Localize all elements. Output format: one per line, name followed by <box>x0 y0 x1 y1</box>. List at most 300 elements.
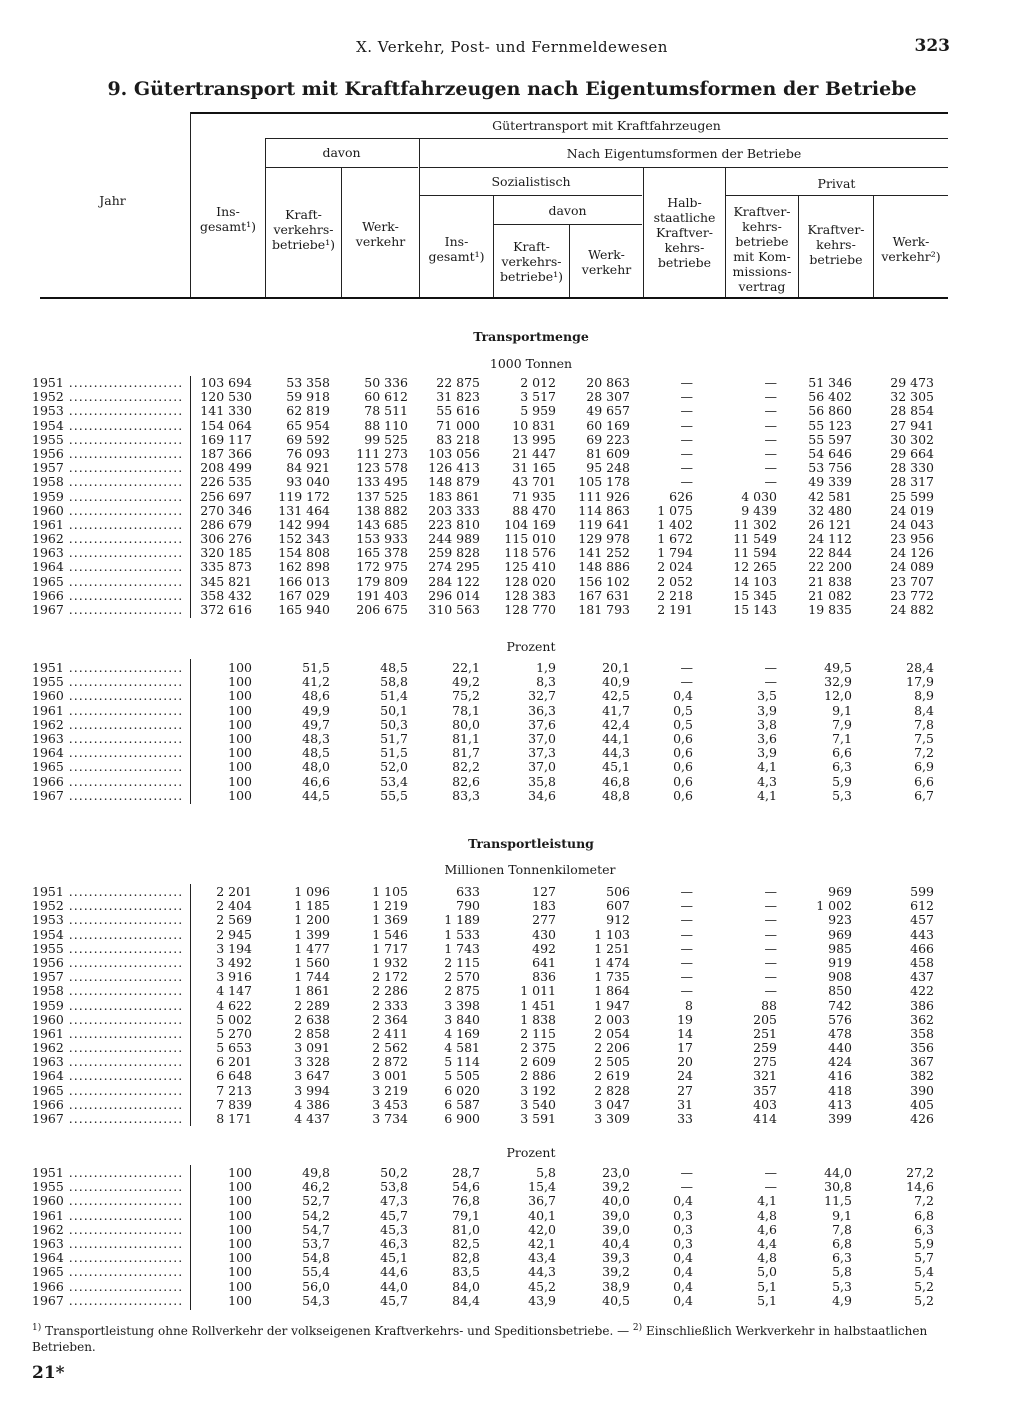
value-cell: 11,5 <box>824 1193 852 1209</box>
table-row <box>32 404 952 418</box>
value-cell: 437 <box>910 969 934 985</box>
value-cell: 82,6 <box>452 773 480 789</box>
value-cell: 81 609 <box>586 445 630 461</box>
value-cell: 9,1 <box>832 702 852 718</box>
table-row <box>32 419 952 433</box>
value-cell: 11 302 <box>733 516 777 532</box>
value-cell: 27 <box>677 1082 693 1098</box>
table-row <box>32 376 952 390</box>
value-cell: 3 540 <box>520 1096 556 1112</box>
value-cell: 2 054 <box>594 1025 630 1041</box>
value-cell: 7 839 <box>216 1096 252 1112</box>
value-cell: 39,3 <box>602 1250 630 1266</box>
value-cell: 908 <box>828 969 852 985</box>
value-cell: 969 <box>828 926 852 942</box>
value-cell: 244 989 <box>428 531 480 547</box>
value-cell: 6 900 <box>444 1111 480 1126</box>
table-row <box>32 689 952 703</box>
year-cell: 1966 ..... <box>32 589 182 603</box>
value-cell: 81,0 <box>452 1221 480 1237</box>
year-cell: 1955 ..... <box>32 433 182 447</box>
value-cell: 2 638 <box>294 1011 330 1027</box>
value-cell: 2 191 <box>657 602 693 617</box>
table-block-leistung <box>32 885 952 1126</box>
value-cell: 372 616 <box>200 602 252 617</box>
header-sozialistisch: Sozialistisch <box>491 174 571 189</box>
value-cell: 119 641 <box>578 516 630 532</box>
header-kraftverkehrsbetriebe: Kraft- verkehrs- betriebe¹) <box>271 207 336 252</box>
value-cell: 105 178 <box>578 474 630 490</box>
year-cell: 1965 ..... <box>32 1084 182 1098</box>
value-cell: 284 122 <box>428 573 480 589</box>
value-cell: 208 499 <box>200 460 252 476</box>
value-cell: 162 898 <box>278 559 330 575</box>
value-cell: 40,5 <box>602 1292 630 1308</box>
value-cell: 8,3 <box>536 674 556 690</box>
value-cell: 4,9 <box>832 1292 852 1308</box>
value-cell: 71 000 <box>436 417 480 433</box>
value-cell: 71 935 <box>512 488 556 504</box>
value-cell: 386 <box>910 997 934 1013</box>
value-cell: 3 194 <box>216 940 252 956</box>
value-cell: — <box>680 375 693 390</box>
page-signature: 21* <box>32 1363 65 1383</box>
value-cell: 58,8 <box>380 674 408 690</box>
value-cell: 20 863 <box>586 375 630 390</box>
value-cell: 43,4 <box>528 1250 556 1266</box>
value-cell: 133 495 <box>356 474 408 490</box>
value-cell: — <box>680 912 693 928</box>
value-cell: 6,8 <box>914 1207 934 1223</box>
label-prozent-leistung: Prozent <box>506 1145 556 1160</box>
value-cell: 84,4 <box>452 1292 480 1308</box>
value-cell: 8 171 <box>216 1111 252 1126</box>
value-cell: 358 <box>910 1025 934 1041</box>
year-cell: 1967 ..... <box>32 789 182 803</box>
footnote-mark-1: 1) <box>32 1323 42 1333</box>
table-row <box>32 475 952 489</box>
value-cell: 4 147 <box>216 983 252 999</box>
value-cell: 56 860 <box>808 403 852 419</box>
value-cell: 100 <box>228 688 252 704</box>
value-cell: 1 002 <box>816 898 852 914</box>
value-cell: 48,5 <box>302 745 330 761</box>
value-cell: 3 398 <box>444 997 480 1013</box>
table-block-menge <box>32 376 952 617</box>
value-cell: 2 115 <box>520 1025 556 1041</box>
value-cell: 24 019 <box>890 502 934 518</box>
table-row <box>32 1223 952 1237</box>
value-cell: 7,2 <box>914 1193 934 1209</box>
value-cell: 39,2 <box>602 1179 630 1195</box>
value-cell: — <box>680 1165 693 1180</box>
value-cell: 2 945 <box>216 926 252 942</box>
value-cell: 6,9 <box>914 759 934 775</box>
value-cell: 100 <box>228 1193 252 1209</box>
value-cell: 2 875 <box>444 983 480 999</box>
year-cell: 1954 ..... <box>32 928 182 942</box>
value-cell: 22,1 <box>452 660 480 675</box>
value-cell: 100 <box>228 1165 252 1180</box>
value-cell: 52,7 <box>302 1193 330 1209</box>
value-cell: 0,4 <box>673 1264 693 1280</box>
value-cell: 28 317 <box>890 474 934 490</box>
value-cell: 223 810 <box>428 516 480 532</box>
year-cell: 1951 ..... <box>32 1166 182 1180</box>
footnote-text-1: Transportleistung ohne Rollverkehr der volkseigenen Kraftverkehrs- und Speditionsbetriebe. — <box>41 1324 633 1338</box>
value-cell: 100 <box>228 1235 252 1251</box>
value-cell: 34,6 <box>528 787 556 803</box>
value-cell: — <box>680 674 693 690</box>
value-cell: 154 808 <box>278 545 330 561</box>
value-cell: 403 <box>753 1096 777 1112</box>
value-cell: 2 404 <box>216 898 252 914</box>
value-cell: 1 105 <box>372 884 408 899</box>
table-row <box>32 970 952 984</box>
value-cell: 93 040 <box>286 474 330 490</box>
value-cell: 2 218 <box>657 587 693 603</box>
header-rule-main <box>265 138 948 139</box>
table-row <box>32 1098 952 1112</box>
value-cell: 2 872 <box>372 1054 408 1070</box>
running-head: X. Verkehr, Post- und Fernmeldewesen <box>356 38 668 56</box>
value-cell: 32,9 <box>824 674 852 690</box>
table-row <box>32 532 952 546</box>
value-cell: 28 854 <box>890 403 934 419</box>
value-cell: 321 <box>753 1068 777 1084</box>
value-cell: 44,6 <box>380 1264 408 1280</box>
value-cell: 125 410 <box>504 559 556 575</box>
value-cell: 99 525 <box>364 431 408 447</box>
value-cell: 356 <box>910 1040 934 1056</box>
value-cell: 49 657 <box>586 403 630 419</box>
table-row <box>32 675 952 689</box>
value-cell: — <box>764 898 777 914</box>
value-cell: 25 599 <box>890 488 934 504</box>
value-cell: 1 402 <box>657 516 693 532</box>
value-cell: 88 470 <box>512 502 556 518</box>
value-cell: 100 <box>228 660 252 675</box>
value-cell: 82,8 <box>452 1250 480 1266</box>
value-cell: 40,4 <box>602 1235 630 1251</box>
value-cell: 416 <box>828 1068 852 1084</box>
value-cell: 5,1 <box>757 1278 777 1294</box>
year-cell: 1959 ..... <box>32 999 182 1013</box>
value-cell: 52,0 <box>380 759 408 775</box>
value-cell: 251 <box>753 1025 777 1041</box>
value-cell: 44,3 <box>528 1264 556 1280</box>
value-cell: 5,3 <box>832 787 852 803</box>
value-cell: 62 819 <box>286 403 330 419</box>
value-cell: 49,7 <box>302 716 330 732</box>
value-cell: — <box>680 1179 693 1195</box>
value-cell: 1 251 <box>594 940 630 956</box>
value-cell: 440 <box>828 1040 852 1056</box>
value-cell: — <box>680 417 693 433</box>
year-cell: 1960 ..... <box>32 1194 182 1208</box>
value-cell: 100 <box>228 1207 252 1223</box>
value-cell: 30,8 <box>824 1179 852 1195</box>
year-cell: 1958 ..... <box>32 475 182 489</box>
value-cell: 1 451 <box>520 997 556 1013</box>
header-rule-eigentum <box>420 167 948 168</box>
value-cell: 59 918 <box>286 389 330 405</box>
value-cell: — <box>764 431 777 447</box>
value-cell: 60 169 <box>586 417 630 433</box>
value-cell: 46,8 <box>602 773 630 789</box>
value-cell: 633 <box>456 884 480 899</box>
value-cell: 422 <box>910 983 934 999</box>
year-cell: 1962 ..... <box>32 718 182 732</box>
year-cell: 1964 ..... <box>32 1069 182 1083</box>
value-cell: 478 <box>828 1025 852 1041</box>
value-cell: 6 648 <box>216 1068 252 1084</box>
value-cell: — <box>764 1165 777 1180</box>
value-cell: 742 <box>828 997 852 1013</box>
value-cell: 4,8 <box>757 1207 777 1223</box>
value-cell: 5,2 <box>914 1278 934 1294</box>
value-cell: 49,5 <box>824 660 852 675</box>
value-cell: 27,2 <box>906 1165 934 1180</box>
value-cell: 191 403 <box>356 587 408 603</box>
value-cell: — <box>764 445 777 461</box>
value-cell: 50,2 <box>380 1165 408 1180</box>
value-cell: 44,3 <box>602 745 630 761</box>
value-cell: 259 828 <box>428 545 480 561</box>
value-cell: 6,7 <box>914 787 934 803</box>
value-cell: 8 <box>685 997 693 1013</box>
value-cell: 127 <box>532 884 556 899</box>
value-cell: 5,8 <box>536 1165 556 1180</box>
year-cell: 1960 ..... <box>32 504 182 518</box>
value-cell: 104 169 <box>504 516 556 532</box>
value-cell: 3,8 <box>757 716 777 732</box>
value-cell: 7,5 <box>914 730 934 746</box>
table-row <box>32 589 952 603</box>
value-cell: 12,0 <box>824 688 852 704</box>
value-cell: 306 276 <box>200 531 252 547</box>
header-soz-kraftverkehrsbetriebe: Kraft- verkehrs- betriebe¹) <box>499 239 564 284</box>
value-cell: 50,1 <box>380 702 408 718</box>
year-cell: 1960 ..... <box>32 1013 182 1027</box>
table-row <box>32 775 952 789</box>
value-cell: 23 707 <box>890 573 934 589</box>
value-cell: 2 505 <box>594 1054 630 1070</box>
value-cell: 100 <box>228 1264 252 1280</box>
value-cell: 152 343 <box>278 531 330 547</box>
value-cell: 923 <box>828 912 852 928</box>
value-cell: 54,6 <box>452 1179 480 1195</box>
year-cell: 1952 ..... <box>32 390 182 404</box>
table-row <box>32 1194 952 1208</box>
value-cell: 0,5 <box>673 716 693 732</box>
value-cell: 26 121 <box>808 516 852 532</box>
value-cell: — <box>764 969 777 985</box>
value-cell: 24 043 <box>890 516 934 532</box>
value-cell: 43 701 <box>512 474 556 490</box>
value-cell: 15,4 <box>528 1179 556 1195</box>
value-cell: 44,0 <box>380 1278 408 1294</box>
value-cell: 5,1 <box>757 1292 777 1308</box>
value-cell: 20 <box>677 1054 693 1070</box>
value-cell: 1 735 <box>594 969 630 985</box>
table-row <box>32 1041 952 1055</box>
table-row <box>32 984 952 998</box>
value-cell: 1 369 <box>372 912 408 928</box>
value-cell: 24 882 <box>890 602 934 617</box>
year-cell: 1961 ..... <box>32 1209 182 1223</box>
value-cell: 11 594 <box>733 545 777 561</box>
year-cell: 1965 ..... <box>32 1265 182 1279</box>
header-rule-privat <box>725 195 948 196</box>
value-cell: 7 213 <box>216 1082 252 1098</box>
value-cell: 128 770 <box>504 602 556 617</box>
value-cell: 4 386 <box>294 1096 330 1112</box>
header-halbstaatliche: Halb- staatliche Kraftver- kehrs- betriebe <box>653 195 716 270</box>
value-cell: 1 399 <box>294 926 330 942</box>
value-cell: 17,9 <box>906 674 934 690</box>
value-cell: — <box>680 474 693 490</box>
table-row <box>32 1209 952 1223</box>
value-cell: 183 <box>532 898 556 914</box>
value-cell: 6,3 <box>832 759 852 775</box>
year-cell: 1962 ..... <box>32 1223 182 1237</box>
value-cell: 3 591 <box>520 1111 556 1126</box>
value-cell: 3 192 <box>520 1082 556 1098</box>
value-cell: 3,9 <box>757 745 777 761</box>
value-cell: 1 474 <box>594 954 630 970</box>
value-cell: 4,3 <box>757 773 777 789</box>
value-cell: 3,9 <box>757 702 777 718</box>
value-cell: 172 975 <box>356 559 408 575</box>
value-cell: 50 336 <box>364 375 408 390</box>
value-cell: 55 123 <box>808 417 852 433</box>
value-cell: 1,9 <box>536 660 556 675</box>
value-cell: — <box>764 474 777 490</box>
table-row <box>32 1084 952 1098</box>
value-cell: 153 933 <box>356 531 408 547</box>
header-top-rule <box>190 112 948 114</box>
year-cell: 1951 ..... <box>32 376 182 390</box>
value-cell: 48,6 <box>302 688 330 704</box>
value-cell: 9,1 <box>832 1207 852 1223</box>
value-cell: 607 <box>606 898 630 914</box>
year-cell: 1963 ..... <box>32 732 182 746</box>
value-cell: 3 328 <box>294 1054 330 1070</box>
value-cell: 1 838 <box>520 1011 556 1027</box>
year-cell: 1964 ..... <box>32 746 182 760</box>
value-cell: 100 <box>228 702 252 718</box>
value-cell: 418 <box>828 1082 852 1098</box>
value-cell: 7,8 <box>832 1221 852 1237</box>
value-cell: 7,9 <box>832 716 852 732</box>
header-davon: davon <box>322 145 361 160</box>
table-row <box>32 461 952 475</box>
value-cell: 40,1 <box>528 1207 556 1223</box>
value-cell: 1 560 <box>294 954 330 970</box>
value-cell: 7,1 <box>832 730 852 746</box>
value-cell: 1 744 <box>294 969 330 985</box>
header-rule-davon2 <box>493 224 642 225</box>
value-cell: 43,9 <box>528 1292 556 1308</box>
value-cell: 39,0 <box>602 1207 630 1223</box>
value-cell: 165 940 <box>278 602 330 617</box>
value-cell: 20,1 <box>602 660 630 675</box>
value-cell: 576 <box>828 1011 852 1027</box>
value-cell: 54,2 <box>302 1207 330 1223</box>
value-cell: 141 252 <box>578 545 630 561</box>
value-cell: 0,6 <box>673 773 693 789</box>
value-cell: — <box>764 375 777 390</box>
year-cell: 1951 ..... <box>32 661 182 675</box>
value-cell: 1 189 <box>444 912 480 928</box>
table-row <box>32 575 952 589</box>
value-cell: 28,4 <box>906 660 934 675</box>
value-cell: 21 838 <box>808 573 852 589</box>
table-row <box>32 518 952 532</box>
value-cell: 49,2 <box>452 674 480 690</box>
value-cell: 131 464 <box>278 502 330 518</box>
value-cell: — <box>680 389 693 405</box>
value-cell: 88 110 <box>364 417 408 433</box>
value-cell: 10 831 <box>512 417 556 433</box>
table-row <box>32 560 952 574</box>
value-cell: 357 <box>753 1082 777 1098</box>
value-cell: 54,3 <box>302 1292 330 1308</box>
value-cell: 256 697 <box>200 488 252 504</box>
value-cell: 5 002 <box>216 1011 252 1027</box>
value-cell: 205 <box>753 1011 777 1027</box>
year-cell: 1956 ..... <box>32 447 182 461</box>
value-cell: 203 333 <box>428 502 480 518</box>
value-cell: 111 926 <box>578 488 630 504</box>
header-privat: Privat <box>817 176 856 191</box>
value-cell: 31 <box>677 1096 693 1112</box>
value-cell: 310 563 <box>428 602 480 617</box>
value-cell: 850 <box>828 983 852 999</box>
value-cell: 40,9 <box>602 674 630 690</box>
table-row <box>32 504 952 518</box>
value-cell: 100 <box>228 730 252 746</box>
value-cell: 39,2 <box>602 1264 630 1280</box>
table-row <box>32 433 952 447</box>
value-cell: 2 052 <box>657 573 693 589</box>
value-cell: 362 <box>910 1011 934 1027</box>
value-cell: 11 549 <box>733 531 777 547</box>
value-cell: 29 664 <box>890 445 934 461</box>
value-cell: 1 546 <box>372 926 408 942</box>
table-row <box>32 1280 952 1294</box>
year-cell: 1951 ..... <box>32 885 182 899</box>
value-cell: 54 646 <box>808 445 852 461</box>
value-cell: 4 437 <box>294 1111 330 1126</box>
value-cell: 6,6 <box>832 745 852 761</box>
value-cell: 48,0 <box>302 759 330 775</box>
table-block-menge-prozent <box>32 661 952 803</box>
value-cell: 390 <box>910 1082 934 1098</box>
value-cell: 31 165 <box>512 460 556 476</box>
value-cell: 2 364 <box>372 1011 408 1027</box>
header-vline-4 <box>419 138 420 297</box>
value-cell: 2 858 <box>294 1025 330 1041</box>
value-cell: 100 <box>228 716 252 732</box>
value-cell: 100 <box>228 1221 252 1237</box>
value-cell: 156 102 <box>578 573 630 589</box>
value-cell: 492 <box>532 940 556 956</box>
year-cell: 1967 ..... <box>32 1294 182 1308</box>
value-cell: 0,4 <box>673 1250 693 1266</box>
value-cell: 123 578 <box>356 460 408 476</box>
